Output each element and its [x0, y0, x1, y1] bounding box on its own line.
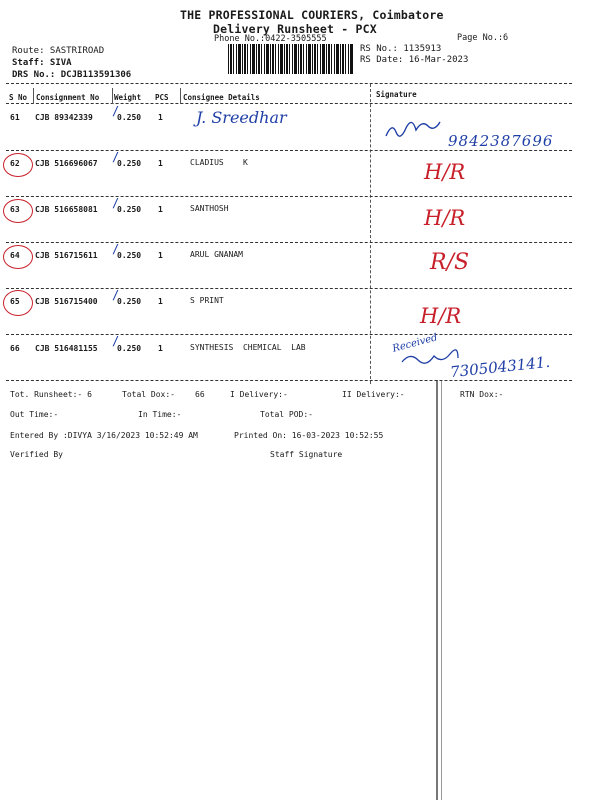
col-consignee: Consignee Details — [183, 93, 260, 102]
row-pcs: 1 — [158, 159, 163, 168]
company-title: THE PROFESSIONAL COURIERS, Coimbatore — [180, 8, 444, 22]
col-signature: Signature — [376, 90, 417, 99]
row-consignment: CJB 516481155 — [35, 344, 98, 353]
staff-signature: Staff Signature — [270, 450, 343, 459]
row-rule — [6, 242, 572, 243]
staff-label: Staff: SIVA — [12, 58, 72, 68]
page-number: Page No.:6 — [457, 33, 509, 43]
row-weight: 0.250 — [117, 251, 142, 260]
row-consignee: CLADIUS K — [190, 158, 248, 167]
row-weight: 0.250 — [117, 159, 142, 168]
col-sno: S No — [9, 93, 28, 102]
printed-on: Printed On: 16-03-2023 10:52:55 — [234, 431, 384, 440]
row-consignee: S PRINT — [190, 296, 224, 305]
row-rule — [6, 196, 572, 197]
page-fold-line — [436, 380, 438, 800]
handwritten-consignee: J. Sreedhar — [196, 108, 287, 127]
row-pcs: 1 — [158, 344, 163, 353]
col-divider — [112, 88, 113, 104]
in-time: In Time:- — [138, 410, 182, 419]
row-weight: 0.250 — [117, 297, 142, 306]
row-pcs: 1 — [158, 251, 163, 260]
ii-delivery: II Delivery:- — [342, 390, 405, 399]
barcode — [228, 44, 354, 74]
handwritten-received-note: Received — [391, 332, 439, 355]
col-divider — [180, 88, 181, 104]
row-consignee: SANTHOSH — [190, 204, 229, 213]
row-consignment: CJB 516696067 — [35, 159, 98, 168]
row-consignment: CJB 89342339 — [35, 113, 93, 122]
i-delivery: I Delivery:- — [230, 390, 288, 399]
row-weight: 0.250 — [117, 113, 142, 122]
table-top-rule — [6, 83, 572, 84]
row-weight: 0.250 — [117, 205, 142, 214]
row-sno: 61 — [10, 113, 20, 122]
row-pcs: 1 — [158, 113, 163, 122]
drs-number: DRS No.: DCJB113591306 — [12, 70, 132, 80]
row-rule — [6, 150, 572, 151]
pen-tick-mark: / — [112, 288, 120, 302]
row-sno: 65 — [10, 297, 20, 306]
runsheet-title: Delivery Runsheet - PCX — [213, 22, 377, 36]
signature-scribble — [384, 112, 444, 142]
row-consignee: ARUL GNANAM — [190, 250, 243, 259]
table-header-rule — [6, 103, 572, 104]
rs-number: RS No.: 1135913 — [360, 44, 442, 54]
total-dox-label: Total Dox:- — [122, 390, 175, 399]
rs-date: RS Date: 16-Mar-2023 — [360, 55, 469, 65]
rtn-dox: RTN Dox:- — [460, 390, 504, 399]
row-sno: 62 — [10, 159, 20, 168]
row-consignee: SYNTHESIS CHEMICAL LAB — [190, 343, 306, 352]
verified-by: Verified By — [10, 450, 63, 459]
pen-tick-mark: / — [112, 242, 120, 256]
red-handwritten-status: H/R — [420, 304, 462, 328]
row-sno: 63 — [10, 205, 20, 214]
row-pcs: 1 — [158, 205, 163, 214]
entered-by: Entered By :DIVYA 3/16/2023 10:52:49 AM — [10, 431, 198, 440]
row-rule — [6, 334, 572, 335]
page-fold-line — [441, 380, 442, 800]
red-handwritten-status: R/S — [430, 250, 470, 275]
pen-tick-mark: / — [112, 150, 120, 164]
row-sno: 64 — [10, 251, 20, 260]
table-bottom-rule — [6, 380, 572, 381]
row-sno: 66 — [10, 344, 20, 353]
col-divider — [370, 84, 371, 384]
pen-tick-mark: / — [112, 104, 120, 118]
pen-tick-mark: / — [112, 196, 120, 210]
row-weight: 0.250 — [117, 344, 142, 353]
handwritten-phone: 9842387696 — [448, 132, 554, 150]
total-pod: Total POD:- — [260, 410, 313, 419]
route-label: Route: SASTRIROAD — [12, 46, 105, 56]
row-consignment: CJB 516715400 — [35, 297, 98, 306]
red-handwritten-status: H/R — [424, 160, 466, 184]
total-dox-value: 66 — [195, 390, 205, 399]
col-divider — [33, 88, 34, 104]
handwritten-phone: 7305043141. — [449, 352, 551, 382]
col-weight: Weight — [114, 93, 142, 102]
col-pcs: PCS — [155, 93, 169, 102]
red-handwritten-status: H/R — [424, 206, 466, 230]
row-rule — [6, 288, 572, 289]
row-pcs: 1 — [158, 297, 163, 306]
total-runsheet: Tot. Runsheet:- 6 — [10, 390, 92, 399]
row-consignment: CJB 516715611 — [35, 251, 98, 260]
row-consignment: CJB 516658081 — [35, 205, 98, 214]
phone-number: Phone No.:0422-3505555 — [214, 34, 327, 44]
pen-tick-mark: / — [112, 334, 120, 348]
out-time: Out Time:- — [10, 410, 59, 419]
col-consignment: Consignment No — [36, 93, 100, 102]
